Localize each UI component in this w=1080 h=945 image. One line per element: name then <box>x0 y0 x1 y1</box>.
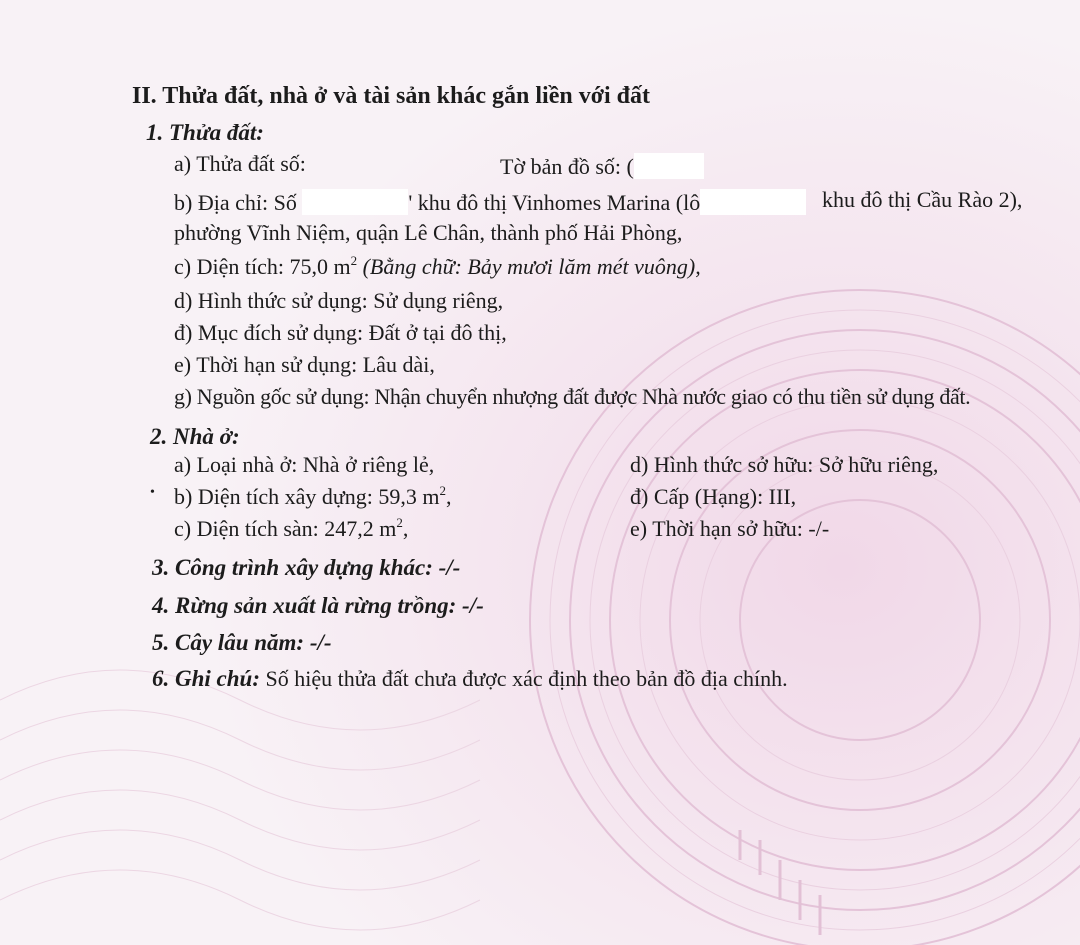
usage-origin: g) Nguồn gốc sử dụng: Nhận chuyển nhượng đất được Nhà nước giao có thu tiền sử dụng đất. <box>174 384 971 409</box>
ownership-form: d) Hình thức sở hữu: Sở hữu riêng, <box>630 452 939 477</box>
land-heading: 1. Thửa đất: <box>146 120 264 145</box>
address-prefix: b) Địa chỉ: Số <box>174 190 303 215</box>
address-line-2: phường Vĩnh Niệm, quận Lê Chân, thành phố Hải Phòng, <box>174 220 683 245</box>
ownership-term: e) Thời hạn sở hữu: -/- <box>630 516 830 541</box>
floor-area-sup: 2 <box>396 515 403 530</box>
house-grade: đ) Cấp (Hạng): III, <box>630 484 797 509</box>
note <box>152 667 788 690</box>
other-construction: 3. Công trình xây dựng khác: -/- <box>152 555 461 580</box>
note-label: 6. Ghi chú: <box>152 666 260 691</box>
floor-area-end: , <box>402 516 409 541</box>
build-area-value: b) Diện tích xây dựng: 59,3 m <box>174 484 440 509</box>
land-area <box>174 253 701 279</box>
land-area-value: c) Diện tích: 75,0 m <box>174 254 351 279</box>
usage-term: e) Thời hạn sử dụng: Lâu dài, <box>174 352 435 377</box>
usage-purpose: đ) Mục đích sử dụng: Đất ở tại đô thị, <box>174 320 507 345</box>
house-heading: 2. Nhà ở: <box>150 424 240 449</box>
floor-area <box>174 515 409 541</box>
parcel-number-label: a) Thửa đất số: <box>174 151 306 176</box>
usage-form: d) Hình thức sử dụng: Sử dụng riêng, <box>174 288 504 313</box>
floor-area-value: c) Diện tích sàn: 247,2 m <box>174 516 397 541</box>
map-sheet-label <box>500 153 704 179</box>
bullet-mark: • <box>150 485 155 500</box>
map-sheet-text: Tờ bản đồ số: ( <box>500 154 634 179</box>
production-forest: 4. Rừng sản xuất là rừng trồng: -/- <box>152 593 484 618</box>
redacted-lot-number <box>700 189 806 215</box>
build-area-sup: 2 <box>439 483 446 498</box>
address-end: khu đô thị Cầu Rào 2), <box>822 187 1023 212</box>
build-area-end: , <box>446 484 452 509</box>
redacted-house-number <box>302 189 408 215</box>
perennial-trees: 5. Cây lâu năm: -/- <box>152 630 332 655</box>
section-title: II. Thửa đất, nhà ở và tài sản khác gắn liền với đất <box>132 83 651 109</box>
build-area <box>174 483 452 509</box>
address-mid: ' khu đô thị Vinhomes Marina (lô <box>408 190 701 215</box>
land-area-unit-sup: 2 <box>350 253 358 268</box>
land-area-words: (Bằng chữ: Bảy mươi lăm mét vuông), <box>357 254 701 279</box>
redacted-map-number <box>634 153 704 179</box>
note-text: Số hiệu thửa đất chưa được xác định theo bản đồ địa chính. <box>260 666 788 691</box>
house-type: a) Loại nhà ở: Nhà ở riêng lẻ, <box>174 452 435 477</box>
address-line-1 <box>174 189 806 215</box>
